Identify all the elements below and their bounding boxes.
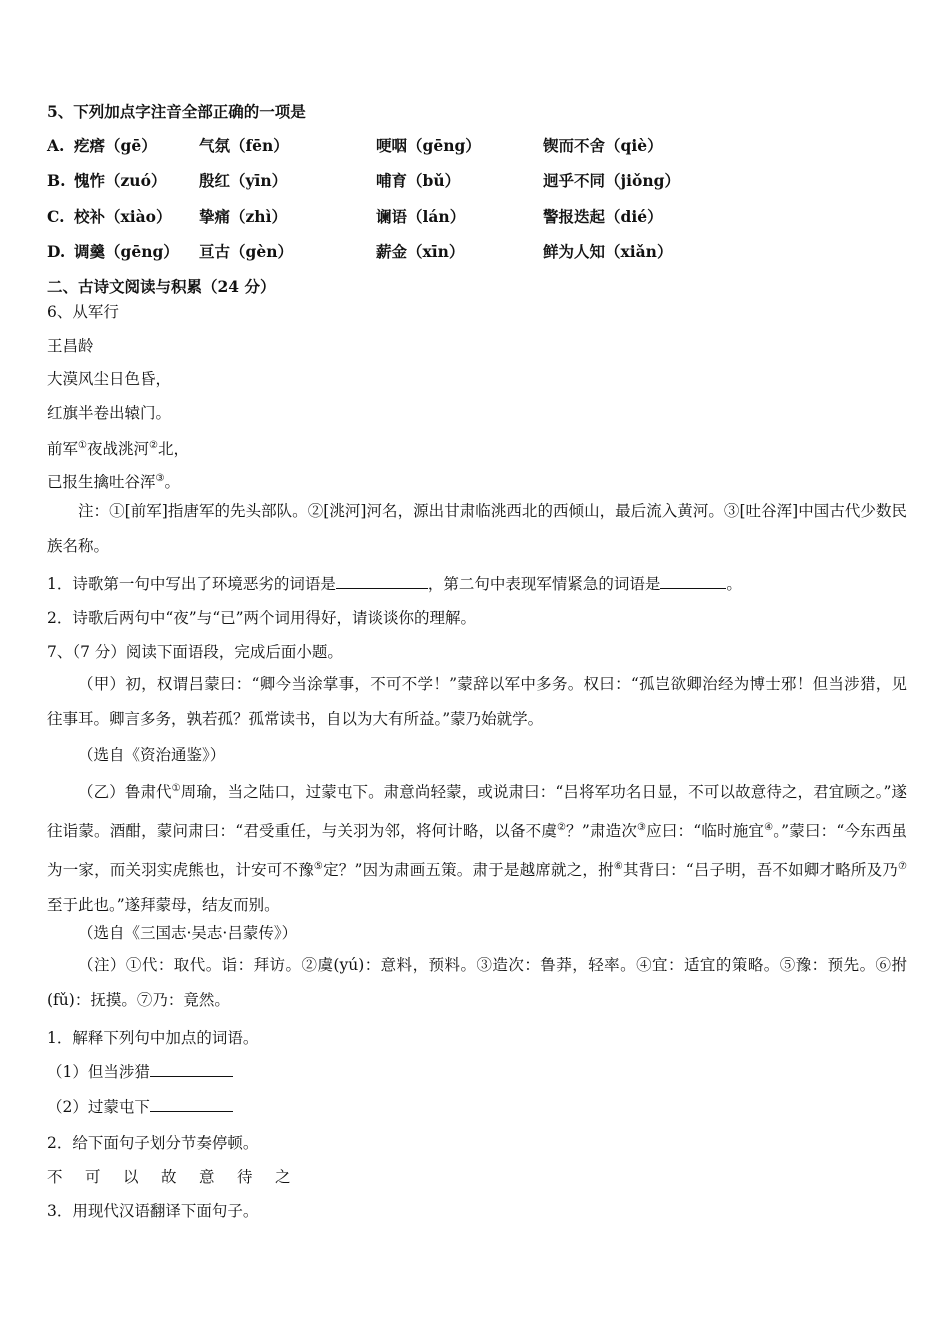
passage-jia: （甲）初，权谓吕蒙曰：“卿今当涂掌事，不可不学！”蒙辞以军中多务。权曰：“孤岂欲卿治经为博士邪！但当涉猎，见往事耳。卿言多务，孰若孤？孤常读书，自以为大有所益。”蒙乃始就学。	[47, 675, 907, 728]
option-item: 薪金（xīn）	[376, 242, 465, 261]
section-heading: 二、古诗文阅读与积累（24 分）	[47, 277, 276, 296]
answer-blank[interactable]	[150, 1097, 233, 1112]
footnote-marker: ⑥	[613, 861, 623, 873]
poem-line: 大漠风尘日色昏，	[47, 370, 172, 388]
passage-text: 至于此也。”遂拜蒙母，结友而别。	[47, 896, 280, 915]
q7-sub1-item	[47, 1097, 233, 1117]
option-item: 气氛（fēn）	[199, 136, 289, 155]
question-text: （1）但当涉猎	[47, 1063, 150, 1081]
option-item: 疙瘩（gē）	[74, 136, 157, 155]
rhythm-char: 以	[123, 1168, 139, 1186]
q7-sub2: 2．给下面句子划分节奏停顿。	[47, 1134, 259, 1152]
poem-line: 红旗半卷出辕门。	[47, 404, 172, 422]
footnote-marker: ⑦	[898, 861, 907, 873]
q6-sub1	[47, 574, 742, 594]
passage-text: 定？”因为肃画五策。肃于是越席就之，拊	[323, 861, 614, 880]
passage-text: 。”蒙曰：“今东西虽为一家，而关羽实虎熊也，计安可不豫	[47, 822, 907, 880]
answer-blank[interactable]	[660, 574, 726, 589]
q7-sub1: 1．解释下列句中加点的词语。	[47, 1029, 259, 1047]
poem-text: 北，	[157, 440, 189, 459]
poem-line	[47, 436, 189, 459]
passage-yi	[47, 771, 907, 923]
footnote-marker: ③	[637, 822, 647, 834]
option-item: 哺育（bǔ）	[376, 171, 461, 190]
poem-author: 王昌龄	[47, 337, 94, 355]
poem-text: 已报生擒吐谷浑	[47, 473, 156, 492]
option-item: 警报迭起（dié）	[543, 207, 663, 226]
poem-text: 。	[164, 473, 180, 492]
passage-text: 其背曰：“吕子明，吾不如卿才略所及乃	[622, 861, 899, 880]
option-item: 亘古（gèn）	[199, 242, 293, 261]
rhythm-char: 不	[47, 1168, 63, 1186]
option-letter: D.	[47, 242, 66, 261]
passage-text: 应曰：“临时施宜	[646, 822, 765, 841]
option-item: 迥乎不同（jiǒng）	[543, 171, 680, 190]
answer-blank[interactable]	[150, 1062, 233, 1077]
option-letter: C.	[47, 207, 65, 226]
passage-source: （选自《资治通鉴》）	[78, 746, 226, 764]
question-text: （2）过蒙屯下	[47, 1098, 150, 1116]
option-letter: B.	[47, 171, 66, 190]
q7-sub3: 3．用现代汉语翻译下面句子。	[47, 1202, 259, 1220]
q5-title: 5、下列加点字注音全部正确的一项是	[47, 102, 306, 121]
rhythm-char: 意	[199, 1168, 215, 1186]
footnote-marker: ①	[78, 440, 87, 451]
passage-note: （注）①代：取代。诣：拜访。②虞(yú)：意料，预料。③造次：鲁莽，轻率。④宜：适宜的策略。⑤豫：预先。⑥拊(fǔ)：抚摸。⑦乃：竟然。	[47, 956, 907, 1009]
q6-sub2: 2．诗歌后两句中“夜”与“已”两个词用得好，请谈谈你的理解。	[47, 609, 477, 627]
rhythm-char: 待	[237, 1168, 253, 1186]
footnote-marker: ①	[171, 783, 181, 794]
option-item: 调羹（gēng）	[74, 242, 179, 261]
footnote-marker: ④	[764, 822, 774, 834]
footnote-marker: ②	[149, 440, 158, 451]
option-item: 鲜为人知（xiǎn）	[543, 242, 673, 261]
passage-text: （乙）鲁肃代	[78, 783, 172, 802]
q7-title: 7、（7 分）阅读下面语段，完成后面小题。	[47, 643, 343, 661]
rhythm-char: 故	[161, 1168, 177, 1186]
footnote-marker: ⑤	[313, 861, 324, 873]
option-item: 哽咽（gēng）	[376, 136, 481, 155]
footnote-marker: ③	[155, 473, 165, 484]
option-item: 挚痛（zhì）	[199, 207, 287, 226]
option-item: 校补（xiào）	[74, 207, 172, 226]
option-item: 愧怍（zuó）	[74, 171, 167, 190]
poem-line	[47, 469, 180, 492]
option-item: 锲而不舍（qiè）	[543, 136, 663, 155]
option-letter: A.	[47, 136, 65, 155]
passage-text: ？”肃造次	[566, 822, 638, 841]
answer-blank[interactable]	[336, 574, 428, 589]
question-text: ，第二句中表现军情紧急的词语是	[427, 575, 661, 593]
rhythm-char: 可	[85, 1168, 101, 1186]
poem-text: 前军	[47, 440, 79, 459]
rhythm-sentence	[47, 1167, 313, 1187]
footnote-marker: ②	[557, 822, 567, 834]
question-text: 1．诗歌第一句中写出了环境恶劣的词语是	[47, 575, 336, 593]
passage-text: 周瑜，当之陆口，过蒙屯下。肃意尚轻蒙，或说肃曰：“吕将军功名日显，不可以故意待之，君宜顾之。”遂往诣蒙。酒酣，蒙问肃曰：“君受重任，与关羽为邻，将何计略，以备不虞	[47, 783, 907, 841]
poem-note: 注：①[前军]指唐军的先头部队。②[洮河]河名，源出甘肃临洮西北的西倾山，最后流入黄河。③[吐谷浑]中国古代少数民族名称。	[47, 502, 907, 555]
rhythm-char: 之	[275, 1168, 291, 1186]
passage-source: （选自《三国志·吴志·吕蒙传》）	[78, 924, 298, 942]
option-item: 殷红（yīn）	[199, 171, 288, 190]
option-item: 谰语（lán）	[376, 207, 466, 226]
q7-sub1-item	[47, 1062, 233, 1082]
question-text: 。	[726, 575, 742, 593]
poem-text: 夜战洮河	[86, 440, 149, 459]
q6-title: 6、从军行	[47, 303, 119, 321]
